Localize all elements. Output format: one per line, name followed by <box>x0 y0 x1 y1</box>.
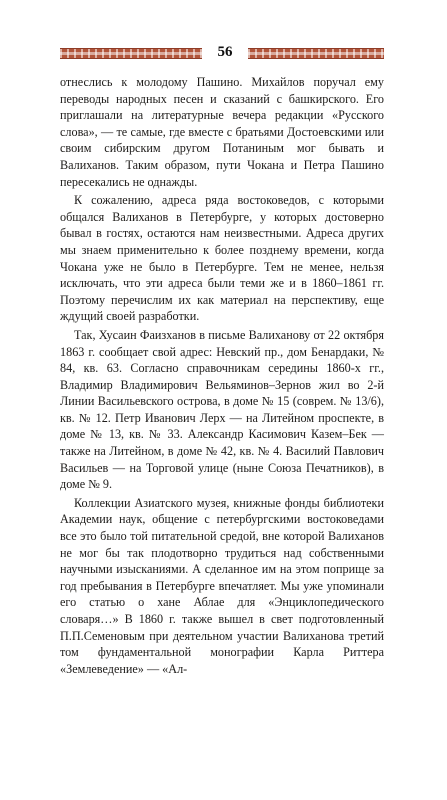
ornament-band-left <box>60 48 202 59</box>
paragraph-asiatic-museum: Коллекции Азиатского музея, книжные фонды библиотеки Академии наук, общение с петербургскими востоковедами все это было той питательной средой, вне которой Валиханов не мог бы так плодотворно трудиться над собственными научными изысканиями. А сделанное им на этом поприще за год пребывания в Петербурге впечатляет. Мы уже упоминали его статью о хане Аблае для «Энциклопедического словаря…» В 1860 г. также вышел в свет подготовленный П.П.Семеновым при деятельном участии Валиханова третий том фундаментальной монографии Карла Риттера «Землеведение» — «Ал- <box>60 495 384 676</box>
page-body-text <box>60 74 384 774</box>
paragraph-addresses-unknown: К сожалению, адреса ряда востоковедов, с которыми общался Валиханов в Петербурге, у которых достоверно бывал в гостях, остаются нам неизвестными. Адреса других мы знаем применительно к более позднему времени, когда Чокана уже не было в Петербурге. Тем не менее, нельзя исключать, что эти адреса были теми же и в 1860–1861 гг. Поэтому перечислим их как материал на перспективу, еще ждущий своей разработки. <box>60 193 384 324</box>
paragraph-addresses-list: Так, Хусаин Фаизханов в письме Валиханову от 22 октября 1863 г. сообщает свой адрес: Невский пр., дом Бенардаки, № 84, кв. 63. Согласно справочникам середины 1860-х гг., Владимир Владимирович Вельяминов–Зернов жил во 2-й Линии Васильевского острова, в доме № 15 (соврем. № 13/6), кв. № 12. Петр Иванович Лерх — на Литейном проспекте, в доме № 13, кв. № 33. Александр Касимович Казем–Бек — также на Литейном, в доме № 42, кв. № 4. Василий Павлович Васильев — на Торговой улице (ныне Союза Печатников), в доме № 9. <box>60 327 384 492</box>
page-header <box>60 42 384 64</box>
page-number: 56 <box>217 44 233 60</box>
ornament-band-right <box>248 48 384 59</box>
paragraph-continuation: отнеслись к молодому Пашино. Михайлов поручал ему переводы народных песен и сказаний с башкирского. Его приглашали на литературные вечера редакции «Русского слова», — те самые, где вместе с братьями Достоевскими или своим сибирским другом Потаниным мог бывать и Валиханов. Таким образом, пути Чокана и Петра Пашино пересекались не однажды. <box>60 75 384 189</box>
